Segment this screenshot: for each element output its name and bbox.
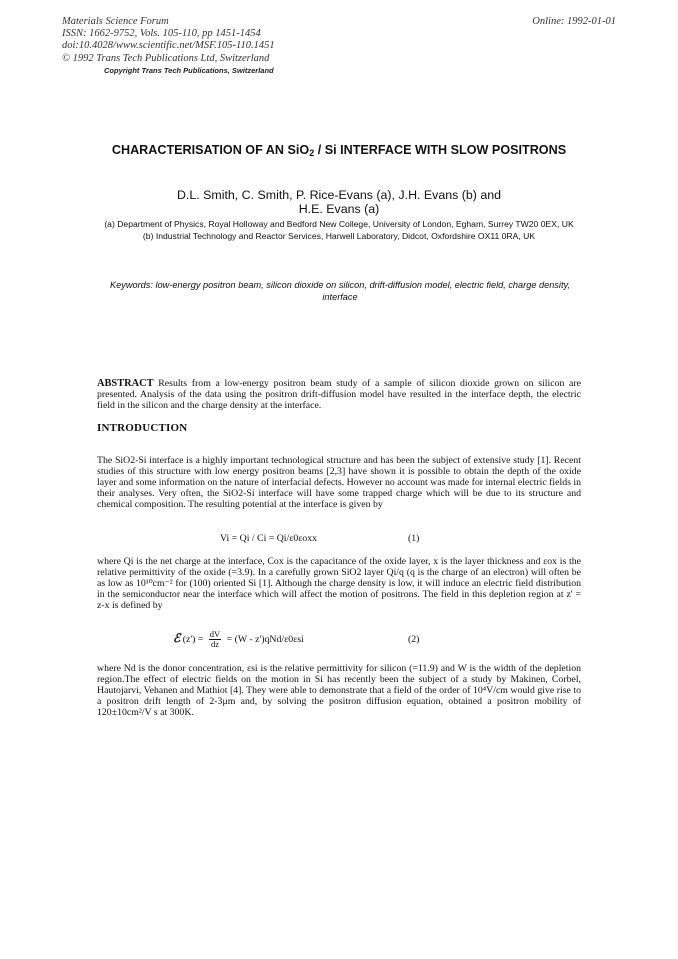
paragraph-1: The SiO2-Si interface is a highly important technological structure and has been the subject of extensive study [1]. Recent studies of this structure with low energy positron beams [2,3] have shown it is possible to obtain the depth of the oxide layer and some information on the nature of interfacial defects. However no account was made for internal electric fields in their analyses. Very often, the SiO2-Si interface will have some trapped charge which will be due to its structure and chemical composition. The resulting potential at the interface is given by — [97, 455, 581, 510]
derivative-fraction — [209, 630, 221, 649]
journal-name: Materials Science Forum — [62, 16, 169, 27]
fraction-denominator: dz — [210, 639, 219, 649]
author-list — [100, 188, 578, 216]
abstract-text: Results from a low-energy positron beam study of a sample of silicon dioxide grown on silicon are presented. Analysis of the data using the positron drift-diffusion model have resulted in the interface depth, the electric field in the silicon and the charge density at the interface. — [97, 378, 581, 411]
equation-2 — [173, 630, 304, 649]
equation-2-rhs: = (W - z')qNd/ε0εsi — [226, 633, 304, 645]
issn-line: ISSN: 1662-9752, Vols. 105-110, pp 1451-1454 — [62, 28, 261, 40]
equation-1: Vi = Qi / Ci = Qi/ε0εoxx — [220, 533, 318, 544]
copyright-line: © 1992 Trans Tech Publications Ltd, Switzerland — [62, 52, 270, 64]
authors-line-1: D.L. Smith, C. Smith, P. Rice-Evans (a), J.H. Evans (b) and — [176, 188, 502, 202]
section-heading-introduction: INTRODUCTION — [97, 422, 188, 434]
journal-info — [62, 16, 275, 77]
abstract — [97, 378, 581, 411]
fraction-numerator: dV — [209, 629, 221, 639]
copyright-sub: Copyright Trans Tech Publications, Switzerland — [104, 65, 274, 75]
paper-title: CHARACTERISATION OF AN SiO$_2$ / Si INTERFACE WITH SLOW POSITRONS — [111, 143, 567, 158]
paragraph-3: where Nd is the donor concentration, εsi is the relative permittivity for silicon (=11.9) and W is the width of the depletion region.The effect of electric fields on the motion in Si has recently been the subject of a study by Makinen, Corbel, Hautojarvi, Vehanen and Mathiot [4]. They were able to demonstrate that a field of the order of 10⁴V/cm would give rise to a positron drift length of 2-3μm and, by solving the positron diffusion equation, obtained a positron mobility of 120±10cm²/V s at 300K. — [97, 663, 581, 718]
electric-field-symbol: ℰ — [173, 630, 181, 645]
equation-1-number: (1) — [408, 533, 420, 544]
online-date: Online: 1992-01-01 — [532, 16, 616, 27]
affiliation-a: (a) Department of Physics, Royal Holloway and Bedford New College, University of London, Egham, Surrey TW20 0EX, UK — [104, 219, 574, 229]
paragraph-2: where Qi is the net charge at the interface, Cox is the capacitance of the oxide layer, x is the layer thickness and εox is the relative permittivity of the oxide (=3.9). In a carefully grown SiO2 layer Qi/q (q is the charge of an electron) will often be as low as 10¹⁰cm⁻² for (100) oriented Si [1]. Although the charge density is low, it will induce an electric field distribution in the semiconductor near the interface which will affect the motion of positrons. The field in this depletion region at z' = z-x is defined by — [97, 556, 581, 611]
affiliations — [92, 219, 586, 242]
keywords: Keywords: low-energy positron beam, silicon dioxide on silicon, drift-diffusion model, electric field, charge density, interface — [110, 280, 570, 302]
abstract-label: ABSTRACT — [97, 378, 154, 389]
doi-link[interactable]: doi:10.4028/www.scientific.net/MSF.105-110.1451 — [62, 40, 275, 52]
affiliation-b: (b) Industrial Technology and Reactor Services, Harwell Laboratory, Didcot, Oxfordshire OX11 0RA, UK — [142, 230, 536, 241]
equation-2-lhs: (z') = — [182, 633, 204, 645]
equation-2-number: (2) — [408, 634, 420, 645]
authors-line-2: H.E. Evans (a) — [298, 202, 380, 216]
